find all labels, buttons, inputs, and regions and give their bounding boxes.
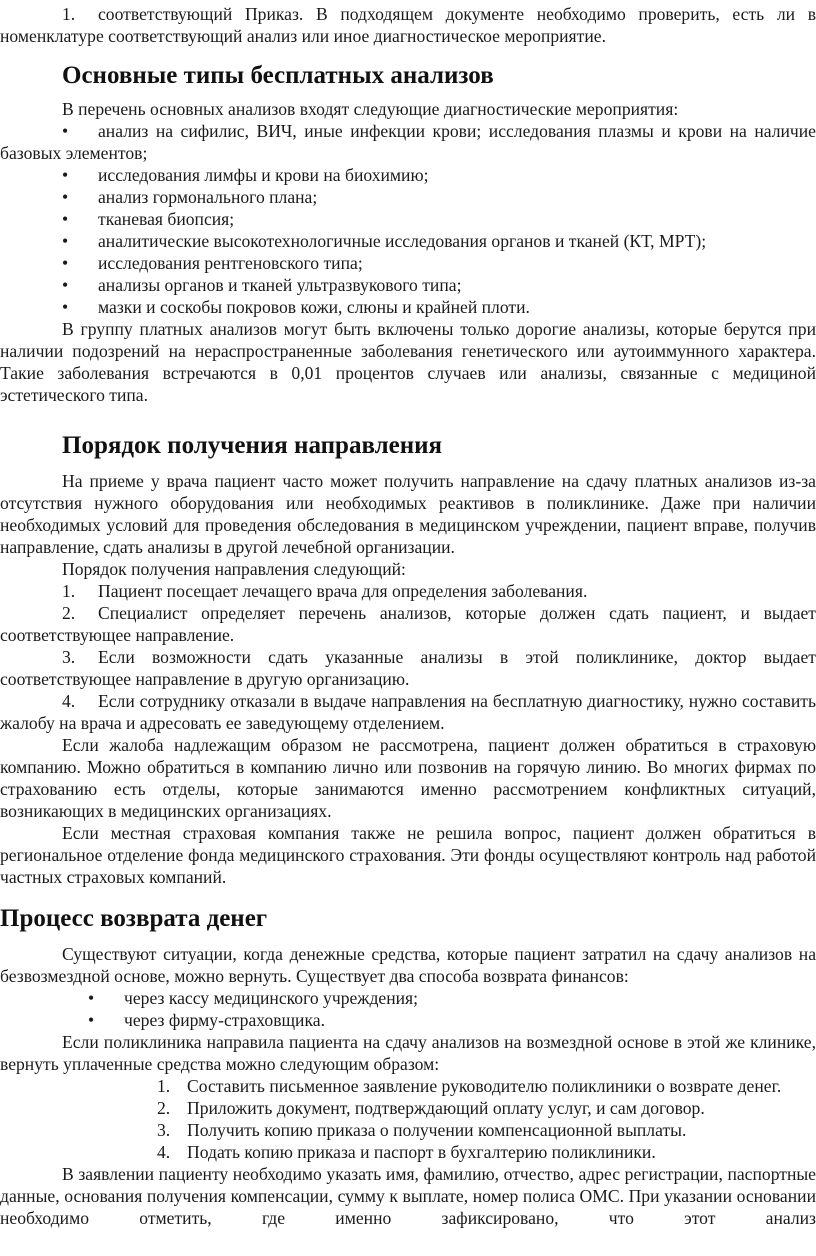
bullet-text: исследования рентгеновского типа; xyxy=(98,253,363,273)
bullet-item xyxy=(0,274,816,296)
numbered-step xyxy=(0,1119,816,1141)
section-heading-referral: Порядок получения направления xyxy=(62,432,443,459)
paragraph: Если поликлиника направила пациента на сдачу анализов на возмездной основе в этой же клинике, вернуть уплаченные средства можно следующим образом: xyxy=(0,1032,816,1074)
numbered-step xyxy=(0,1075,816,1097)
list-number: 4. xyxy=(157,1142,171,1162)
paragraph: Если жалоба надлежащим образом не рассмотрена, пациент должен обратиться в страховую компанию. Можно обратиться в компанию лично или позвонив на горячую линию. Во многих фирмах по страхованию есть отделы, которые занимаются именно рассмотрением конфликтных ситуаций, возникающих в медицинских организациях. xyxy=(0,735,816,821)
bullet-item xyxy=(0,987,816,1009)
paragraph: Существуют ситуации, когда денежные средства, которые пациент затратил на сдачу анализов на безвозмездной основе, можно вернуть. Существует два способа возврата финансов: xyxy=(0,944,816,986)
bullet-item xyxy=(0,208,816,230)
bullet-text: анализ гормонального плана; xyxy=(98,187,318,207)
bullet-item xyxy=(0,296,816,318)
bullet-item xyxy=(0,164,816,186)
bullet-icon: • xyxy=(88,988,95,1008)
bullet-item xyxy=(0,186,816,208)
step-text: Приложить документ, подтверждающий оплату услуг, и сам договор. xyxy=(187,1098,705,1118)
bullet-text: тканевая биопсия; xyxy=(98,209,235,229)
paragraph: На приеме у врача пациент часто может получить направление на сдачу платных анализов из-за отсутствия нужного оборудования или необходимых реактивов в поликлинике. Даже при наличии необходимых условий для проведения обследования в медицинском учреждении, пациент вправе, получив направление, сдать анализы в другой лечебной организации. xyxy=(0,471,816,557)
list-number: 1. xyxy=(62,4,76,24)
list-number: 1. xyxy=(157,1076,171,1096)
referral-section xyxy=(0,470,816,888)
bullet-text: мазки и соскобы покровов кожи, слюны и крайней плоти. xyxy=(98,297,530,317)
step-text: Если возможности сдать указанные анализы в этой поликлинике, доктор выдает соответствующее направление в другую организацию. xyxy=(0,647,816,689)
bullet-text: анализ на сифилис, ВИЧ, иные инфекции крови; исследования плазмы и крови на наличие базовых элементов; xyxy=(0,121,816,163)
intro-paragraph xyxy=(0,3,816,47)
bullet-icon: • xyxy=(88,1010,95,1030)
bullet-item xyxy=(0,1009,816,1031)
numbered-step xyxy=(0,1097,816,1119)
list-number: 4. xyxy=(62,691,76,711)
step-text: Составить письменное заявление руководителю поликлиники о возврате денег. xyxy=(187,1076,782,1096)
paragraph: Если местная страховая компания также не решила вопрос, пациент должен обратиться в региональное отделение фонда медицинского страхования. Эти фонды осуществляют контроль над работой частных страховых компаний. xyxy=(0,823,816,887)
numbered-step xyxy=(0,690,816,734)
bullet-item xyxy=(0,252,816,274)
paid-tests-paragraph: В группу платных анализов могут быть включены только дорогие анализы, которые берутся при наличии подозрений на нераспространенные заболевания генетического или аутоиммунного характера. Такие заболевания встречаются в 0,01 процентов случаев или анализы, связанные с медициной эстетического типа. xyxy=(0,319,816,405)
bullet-icon: • xyxy=(62,165,69,185)
bullet-item xyxy=(0,230,816,252)
list-number: 3. xyxy=(62,647,76,667)
section-heading-free-tests: Основные типы бесплатных анализов xyxy=(62,62,494,89)
bullet-text: аналитические высокотехнологичные исследования органов и тканей (КТ, МРТ); xyxy=(98,231,707,251)
bullet-text: через фирму-страховщика. xyxy=(124,1010,325,1030)
bullet-icon: • xyxy=(62,187,69,207)
bullet-icon: • xyxy=(62,209,69,229)
list-lead: В перечень основных анализов входят следующие диагностические мероприятия: xyxy=(62,99,679,119)
free-tests-section xyxy=(0,98,816,406)
list-lead: Порядок получения направления следующий: xyxy=(62,559,406,579)
numbered-step xyxy=(0,1141,816,1163)
list-number: 3. xyxy=(157,1120,171,1140)
bullet-text: анализы органов и тканей ультразвукового типа; xyxy=(98,275,462,295)
bullet-text: через кассу медицинского учреждения; xyxy=(124,988,419,1008)
numbered-step xyxy=(0,580,816,602)
refund-section xyxy=(0,943,816,1229)
paragraph-text: соответствующий Приказ. В подходящем документе необходимо проверить, есть ли в номенклатуре соответствующий анализ или иное диагностическое мероприятие. xyxy=(0,4,816,46)
bullet-text: исследования лимфы и крови на биохимию; xyxy=(98,165,429,185)
list-number: 2. xyxy=(62,603,76,623)
step-text: Подать копию приказа и паспорт в бухгалтерию поликлиники. xyxy=(187,1142,656,1162)
bullet-icon: • xyxy=(62,253,69,273)
step-text: Специалист определяет перечень анализов, которые должен сдать пациент, и выдает соответствующее направление. xyxy=(0,603,816,645)
bullet-icon: • xyxy=(62,121,69,141)
bullet-item xyxy=(0,120,816,164)
section-heading-refund: Процесс возврата денег xyxy=(0,905,268,932)
bullet-icon: • xyxy=(62,275,69,295)
list-number: 1. xyxy=(62,581,76,601)
numbered-step xyxy=(0,602,816,646)
list-number: 2. xyxy=(157,1098,171,1118)
step-text: Получить копию приказа о получении компенсационной выплаты. xyxy=(187,1120,687,1140)
step-text: Пациент посещает лечащего врача для определения заболевания. xyxy=(98,581,588,601)
step-text: Если сотруднику отказали в выдаче направления на бесплатную диагностику, нужно составить жалобу на врача и адресовать ее заведующему отделением. xyxy=(0,691,816,733)
numbered-step xyxy=(0,646,816,690)
bullet-icon: • xyxy=(62,231,69,251)
bullet-icon: • xyxy=(62,297,69,317)
paragraph: В заявлении пациенту необходимо указать имя, фамилию, отчество, адрес регистрации, паспортные данные, основания получения компенсации, сумму к выплате, номер полиса ОМС. При указании основании необходимо отметить, где именно зафиксировано, что этот анализ xyxy=(0,1164,816,1228)
